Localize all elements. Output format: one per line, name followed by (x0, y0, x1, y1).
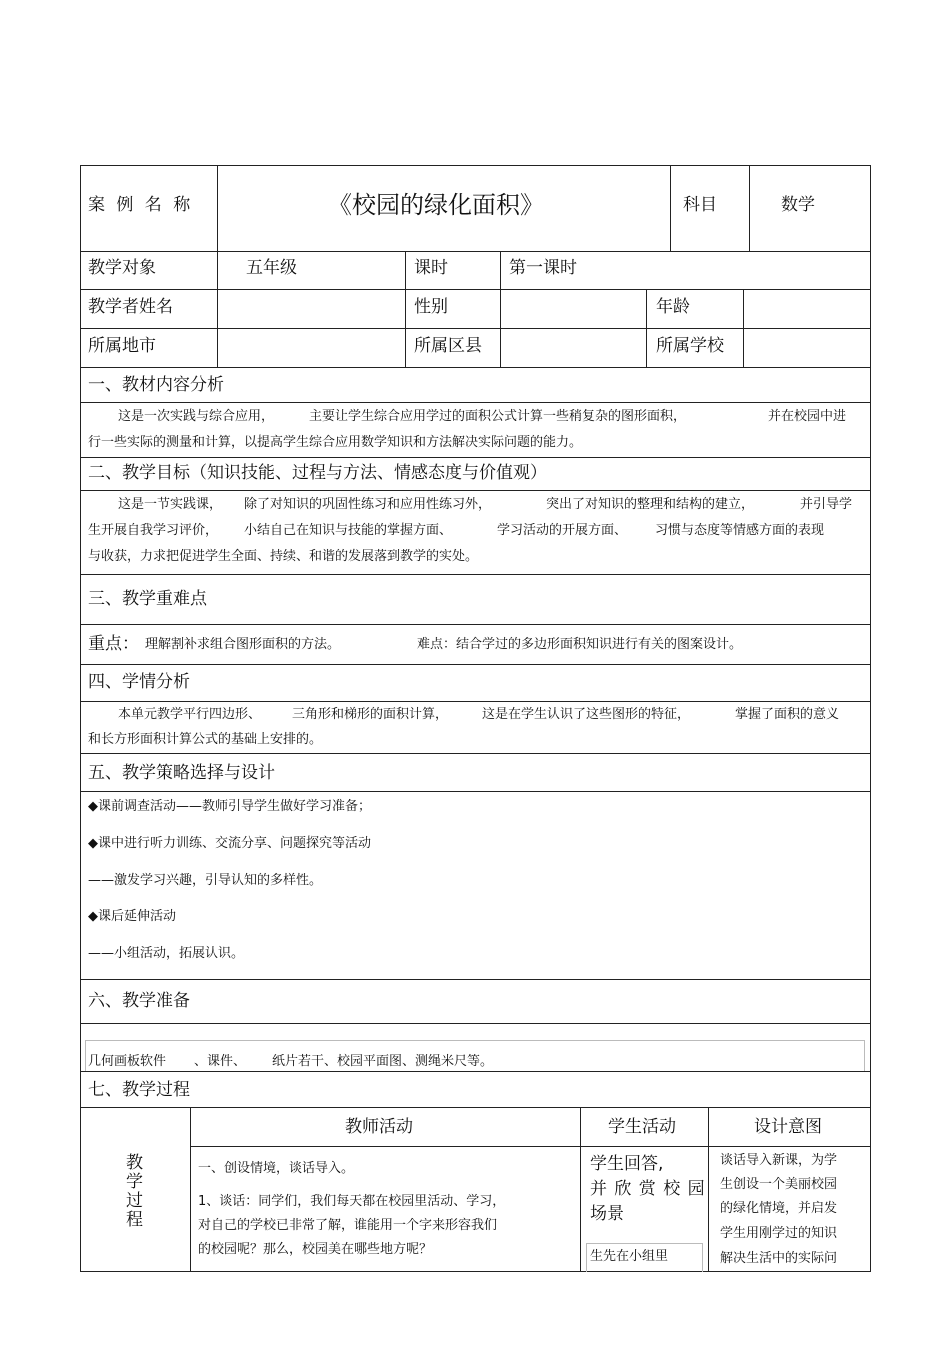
city-label: 所属地市 (88, 336, 156, 356)
process-side-label-char: 过 (126, 1191, 143, 1211)
col-header-student: 学生活动 (608, 1117, 676, 1137)
strategy-item: ◆课前调查活动——教师引导学生做好学习准备； (88, 799, 371, 814)
district-label: 所属区县 (414, 336, 482, 356)
s2-text-1d: 并引导学 (800, 497, 853, 512)
s2-text-1b: 除了对知识的巩固性练习和应用性练习外， (244, 497, 492, 512)
section-title-5: 五、教学策略选择与设计 (88, 763, 275, 783)
subject-label: 科目 (683, 195, 717, 215)
lesson-label: 课时 (414, 258, 448, 278)
s2-text-2c: 学习活动的开展方面、 (497, 523, 628, 538)
s2-text-2b: 小结自己在知识与技能的掌握方面、 (244, 523, 453, 538)
section-title-3: 三、教学重难点 (88, 589, 207, 609)
process-side-label-char: 学 (126, 1172, 143, 1192)
teacher-activity-line: 1、谈话：同学们，我们每天都在校园里活动、学习， (198, 1194, 506, 1209)
section-title-6: 六、教学准备 (88, 991, 190, 1011)
s2-text-2a: 生开展自我学习评价， (88, 523, 219, 538)
strategy-item: ◆课后延伸活动 (88, 909, 176, 924)
student-activity-line: 并 欣 赏 校 园 (590, 1179, 706, 1199)
section-title-7: 七、教学过程 (88, 1080, 190, 1100)
s1-text-1a: 这是一次实践与综合应用， (118, 409, 275, 424)
key-point-text: 理解割补求组合图形面积的方法。 (145, 637, 341, 652)
s2-text-1c: 突出了对知识的整理和结构的建立， (546, 497, 755, 512)
school-label: 所属学校 (656, 336, 724, 356)
s4-text-1d: 掌握了面积的意义 (735, 707, 840, 722)
teacher-name-label: 教学者姓名 (88, 297, 173, 317)
prep-text-a: 几何画板软件 (88, 1054, 167, 1069)
section-title-2: 二、教学目标（知识技能、过程与方法、情感态度与价值观） (88, 463, 547, 483)
case-title: 《校园的绿化面积》 (328, 191, 544, 219)
prep-text-b: 、课件、 (194, 1054, 247, 1069)
gender-label: 性别 (414, 297, 448, 317)
key-point-label: 重点： (88, 634, 139, 654)
difficult-point-text: 难点：结合学过的多边形面积知识进行有关的图案设计。 (417, 637, 743, 652)
case-name-label: 案 例 名 称 (88, 195, 194, 215)
student-activity-line: 场景 (590, 1204, 624, 1224)
target-value: 五年级 (246, 258, 297, 278)
strategy-item: ——激发学习兴趣，引导认知的多样性。 (88, 873, 323, 888)
teacher-activity-line: 对自己的学校已非常了解，谁能用一个字来形容我们 (198, 1218, 498, 1233)
s2-text-3: 与收获，力求把促进学生全面、持续、和谐的发展落到教学的实处。 (88, 549, 479, 564)
teacher-activity-line: 一、创设情境，谈话导入。 (198, 1161, 355, 1176)
strategy-item: ——小组活动，拓展认识。 (88, 946, 245, 961)
process-side-label-char: 教 (126, 1153, 143, 1173)
col-header-design: 设计意图 (754, 1117, 822, 1137)
s4-text-1c: 这是在学生认识了这些图形的特征， (482, 707, 691, 722)
design-intent-line: 解决生活中的实际问 (720, 1251, 838, 1266)
col-header-teacher: 教师活动 (345, 1117, 413, 1137)
s1-text-2: 行一些实际的测量和计算，以提高学生综合应用数学知识和方法解决实际问题的能力。 (88, 435, 583, 450)
design-intent-line: 生创设一个美丽校园 (720, 1177, 838, 1192)
section-title-4: 四、学情分析 (88, 672, 190, 692)
s4-text-1a: 本单元教学平行四边形、 (118, 707, 262, 722)
student-activity-box-text: 生先在小组里 (590, 1249, 669, 1264)
process-side-label-char: 程 (126, 1210, 143, 1230)
target-label: 教学对象 (88, 258, 156, 278)
subject-value: 数学 (781, 195, 815, 215)
s1-text-1c: 并在校园中进 (768, 409, 847, 424)
strategy-item: ◆课中进行听力训练、交流分享、问题探究等活动 (88, 836, 371, 851)
s4-text-1b: 三角形和梯形的面积计算， (292, 707, 449, 722)
s4-text-2: 和长方形面积计算公式的基础上安排的。 (88, 732, 323, 747)
s2-text-1a: 这是一节实践课， (118, 497, 223, 512)
design-intent-line: 学生用刚学过的知识 (720, 1226, 838, 1241)
design-intent-line: 谈话导入新课，为学 (720, 1153, 838, 1168)
prep-text-c: 纸片若干、校园平面图、测绳米尺等。 (272, 1054, 494, 1069)
design-intent-line: 的绿化情境，并启发 (720, 1201, 838, 1216)
s2-text-2d: 习惯与态度等情感方面的表现 (655, 523, 825, 538)
lesson-value: 第一课时 (509, 258, 577, 278)
section-title-1: 一、教材内容分析 (88, 375, 224, 395)
teacher-activity-line: 的校园呢？那么，校园美在哪些地方呢？ (198, 1242, 433, 1257)
s1-text-1b: 主要让学生综合应用学过的面积公式计算一些稍复杂的图形面积， (309, 409, 687, 424)
student-activity-line: 学生回答, (590, 1154, 664, 1174)
age-label: 年龄 (656, 297, 690, 317)
